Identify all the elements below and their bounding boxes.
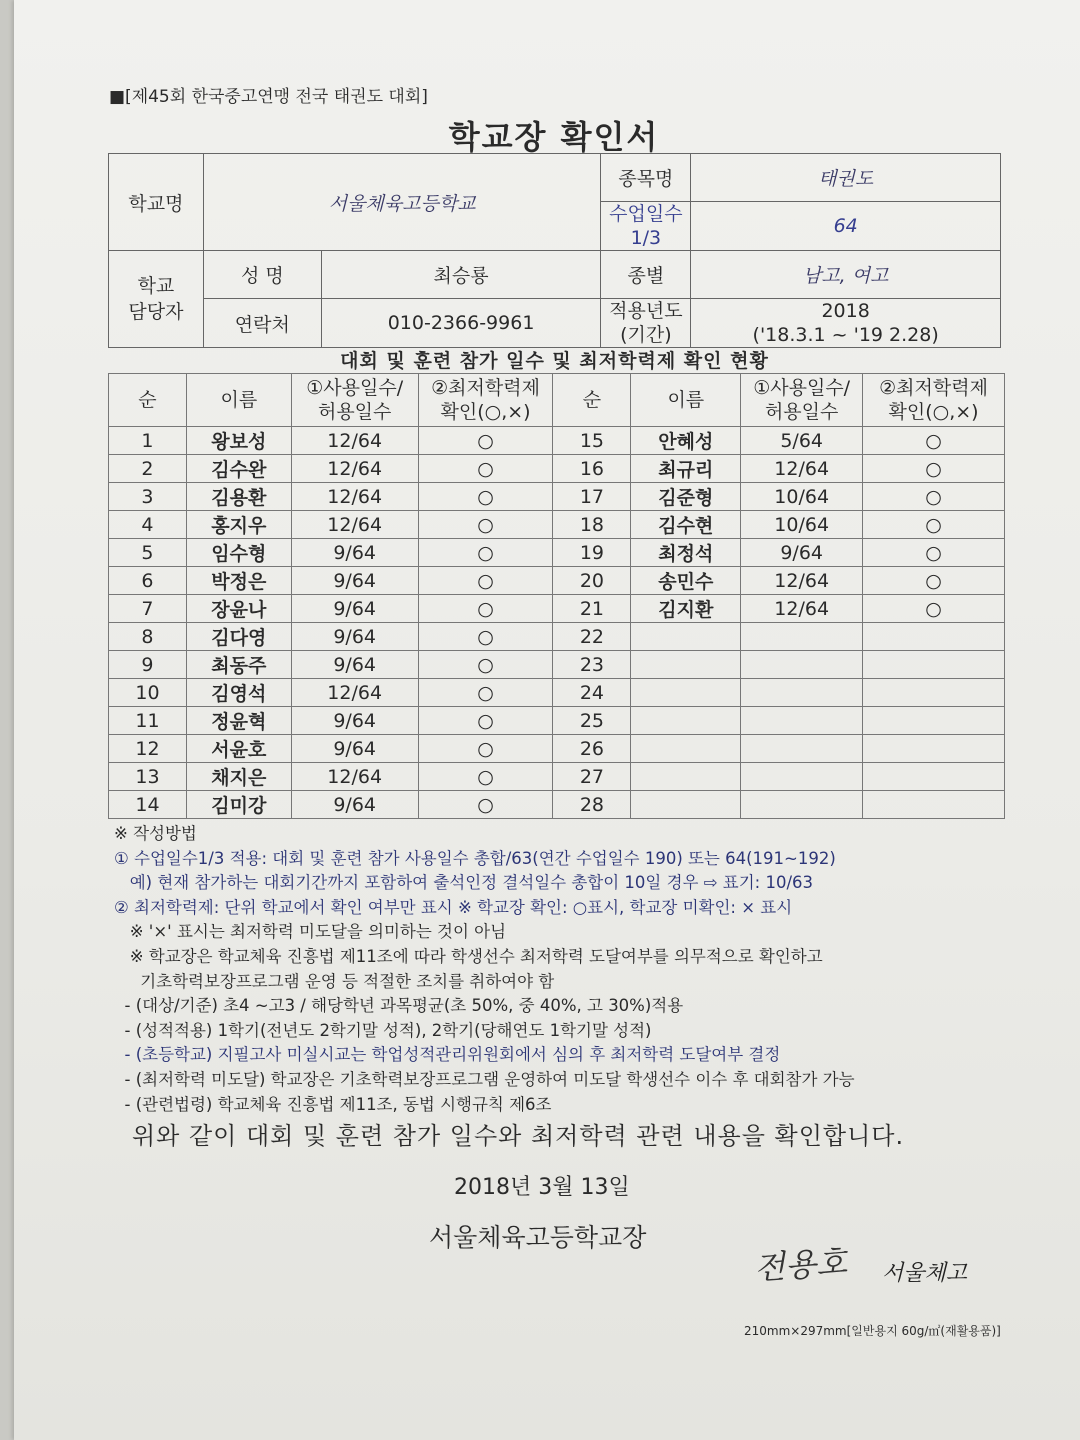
row-name: 송민수 bbox=[631, 567, 741, 595]
class-days-label bbox=[601, 202, 691, 251]
section-title: 대회 및 훈련 참가 일수 및 최저학력제 확인 현황 bbox=[340, 350, 769, 372]
row-check: ○ bbox=[863, 595, 1005, 623]
note-line: ※ 작성방법 bbox=[114, 824, 197, 843]
row-days: 12/64 bbox=[291, 455, 418, 483]
header-days-right-1: ①사용일수/ bbox=[753, 377, 851, 399]
row-name: 채지은 bbox=[186, 763, 291, 791]
note-line: - (대상/기준) 초4 ~고3 / 해당학년 과목평균(초 50%, 중 40%, 고 30%)적용 bbox=[114, 996, 684, 1016]
row-no: 10 bbox=[109, 679, 187, 707]
class-days-label-1: 수업일수 bbox=[609, 203, 683, 225]
contact-label: 연락처 bbox=[203, 299, 321, 348]
manager-label-2: 담당자 bbox=[128, 301, 184, 323]
row-check: ○ bbox=[418, 539, 553, 567]
header-no: 순 bbox=[109, 374, 187, 427]
row-check: ○ bbox=[418, 511, 553, 539]
row-no: 11 bbox=[109, 707, 187, 735]
row-no: 22 bbox=[553, 623, 631, 651]
event-line: ■[제45회 한국중고연맹 전국 태권도 대회] bbox=[109, 87, 428, 107]
row-check: ○ bbox=[418, 623, 553, 651]
table-header-row bbox=[109, 374, 1005, 427]
row-name bbox=[631, 735, 741, 763]
row-check bbox=[863, 707, 1005, 735]
table-row bbox=[109, 735, 1005, 763]
row-name: 김영석 bbox=[186, 679, 291, 707]
school-name: 서울체육고등학교 bbox=[203, 154, 601, 251]
row-name bbox=[631, 707, 741, 735]
table-row bbox=[109, 483, 1005, 511]
confirmation-statement: 위와 같이 대회 및 훈련 참가 일수와 최저학력 관련 내용을 확인합니다. bbox=[132, 1122, 905, 1150]
table-row bbox=[109, 511, 1005, 539]
document-title: 학교장 확인서 bbox=[448, 118, 660, 156]
row-days: 9/64 bbox=[291, 567, 418, 595]
sport-label: 종목명 bbox=[601, 154, 691, 202]
row-days: 10/64 bbox=[741, 483, 863, 511]
principal-title: 서울체육고등학교장 bbox=[429, 1223, 647, 1252]
row-name: 최정석 bbox=[631, 539, 741, 567]
row-days: 12/64 bbox=[291, 483, 418, 511]
row-name bbox=[631, 623, 741, 651]
row-name: 김수현 bbox=[631, 511, 741, 539]
header-days-right bbox=[741, 374, 863, 427]
row-no: 9 bbox=[109, 651, 187, 679]
row-check: ○ bbox=[863, 539, 1005, 567]
table-row bbox=[109, 763, 1005, 791]
row-days: 12/64 bbox=[291, 763, 418, 791]
note-line: ※ '×' 표시는 최저학력 미도달을 의미하는 것이 아님 bbox=[114, 922, 507, 942]
row-name bbox=[631, 791, 741, 819]
row-check bbox=[863, 679, 1005, 707]
row-days: 9/64 bbox=[291, 707, 418, 735]
row-check: ○ bbox=[863, 511, 1005, 539]
row-no: 25 bbox=[553, 707, 631, 735]
name-value: 최승룡 bbox=[321, 251, 601, 299]
row-check bbox=[863, 623, 1005, 651]
row-no: 20 bbox=[553, 567, 631, 595]
row-name bbox=[631, 651, 741, 679]
header-check-right-1: ②최저학력제 bbox=[879, 377, 988, 399]
row-check bbox=[863, 791, 1005, 819]
class-days-value: 64 bbox=[691, 202, 1001, 251]
row-no: 14 bbox=[109, 791, 187, 819]
row-name: 임수형 bbox=[186, 539, 291, 567]
manager-label-1: 학교 bbox=[137, 275, 175, 297]
row-days: 12/64 bbox=[741, 455, 863, 483]
table-row bbox=[109, 707, 1005, 735]
row-no: 2 bbox=[109, 455, 187, 483]
header-check-1: ②최저학력제 bbox=[431, 377, 540, 399]
table-row bbox=[109, 651, 1005, 679]
table-row bbox=[109, 791, 1005, 819]
header-check-right bbox=[863, 374, 1005, 427]
year-label-2: (기간) bbox=[620, 324, 672, 346]
row-check: ○ bbox=[418, 791, 553, 819]
header-name: 이름 bbox=[186, 374, 291, 427]
paper-spec: 210mm×297mm[일반용지 60g/㎡(재활용품)] bbox=[744, 1324, 1001, 1338]
sport-value: 태권도 bbox=[691, 154, 1001, 202]
school-label: 학교명 bbox=[109, 154, 204, 251]
row-name: 김지환 bbox=[631, 595, 741, 623]
row-days: 12/64 bbox=[291, 679, 418, 707]
row-no: 8 bbox=[109, 623, 187, 651]
row-days bbox=[741, 763, 863, 791]
row-check: ○ bbox=[418, 427, 553, 455]
row-no: 6 bbox=[109, 567, 187, 595]
header-name-right: 이름 bbox=[631, 374, 741, 427]
contact-value: 010-2366-9961 bbox=[321, 299, 601, 348]
row-no: 12 bbox=[109, 735, 187, 763]
year-label-1: 적용년도 bbox=[609, 300, 683, 322]
note-line: - (최저학력 미도달) 학교장은 기초학력보장프로그램 운영하여 미도달 학생선수 이수 후 대회참가 가능 bbox=[114, 1069, 855, 1089]
row-check: ○ bbox=[863, 483, 1005, 511]
row-check: ○ bbox=[418, 567, 553, 595]
header-days-2: 허용일수 bbox=[317, 401, 392, 423]
row-days: 9/64 bbox=[291, 791, 418, 819]
row-no: 3 bbox=[109, 483, 187, 511]
row-days: 12/64 bbox=[291, 427, 418, 455]
row-no: 19 bbox=[553, 539, 631, 567]
row-no: 26 bbox=[553, 735, 631, 763]
row-check: ○ bbox=[863, 455, 1005, 483]
row-name: 정윤혁 bbox=[186, 707, 291, 735]
row-check bbox=[863, 651, 1005, 679]
row-days: 9/64 bbox=[741, 539, 863, 567]
year-period: ('18.3.1 ~ '19 2.28) bbox=[752, 324, 939, 346]
row-name bbox=[631, 763, 741, 791]
row-no: 27 bbox=[553, 763, 631, 791]
note-line: 기초학력보장프로그램 운영 등 적절한 조치를 취하여야 함 bbox=[114, 971, 555, 991]
row-no: 18 bbox=[553, 511, 631, 539]
row-name: 김준형 bbox=[631, 483, 741, 511]
table-row bbox=[109, 623, 1005, 651]
row-check: ○ bbox=[863, 567, 1005, 595]
row-no: 13 bbox=[109, 763, 187, 791]
header-no-right: 순 bbox=[553, 374, 631, 427]
row-name: 장윤나 bbox=[186, 595, 291, 623]
row-no: 24 bbox=[553, 679, 631, 707]
row-no: 4 bbox=[109, 511, 187, 539]
row-name: 최규리 bbox=[631, 455, 741, 483]
document-date: 2018년 3월 13일 bbox=[454, 1175, 630, 1200]
info-table bbox=[108, 153, 1001, 348]
row-no: 1 bbox=[109, 427, 187, 455]
row-name: 김용환 bbox=[186, 483, 291, 511]
row-days: 9/64 bbox=[291, 735, 418, 763]
row-days: 12/64 bbox=[741, 595, 863, 623]
row-check: ○ bbox=[418, 707, 553, 735]
type-label: 종별 bbox=[601, 251, 691, 299]
note-line: ※ 학교장은 학교체육 진흥법 제11조에 따라 학생선수 최저학력 도달여부를 의무적으로 확인하고 bbox=[114, 946, 823, 966]
header-days bbox=[291, 374, 418, 427]
participation-table bbox=[108, 373, 1005, 819]
row-days: 9/64 bbox=[291, 651, 418, 679]
header-check-right-2: 확인(○,×) bbox=[888, 401, 979, 423]
row-no: 21 bbox=[553, 595, 631, 623]
row-no: 17 bbox=[553, 483, 631, 511]
row-days bbox=[741, 735, 863, 763]
table-row bbox=[109, 455, 1005, 483]
row-days bbox=[741, 651, 863, 679]
name-label: 성 명 bbox=[203, 251, 321, 299]
row-days: 12/64 bbox=[741, 567, 863, 595]
row-check: ○ bbox=[418, 483, 553, 511]
year-value: 2018 bbox=[821, 300, 870, 322]
row-check: ○ bbox=[863, 427, 1005, 455]
year-label bbox=[601, 299, 691, 348]
row-days: 10/64 bbox=[741, 511, 863, 539]
header-check-2: 확인(○,×) bbox=[440, 401, 531, 423]
row-name: 박정은 bbox=[186, 567, 291, 595]
row-no: 15 bbox=[553, 427, 631, 455]
note-line: - (초등학교) 지필고사 미실시교는 학업성적관리위원회에서 심의 후 최저학력 도달여부 결정 bbox=[114, 1045, 781, 1065]
row-name: 서윤호 bbox=[186, 735, 291, 763]
note-line: ② 최저학력제: 단위 학교에서 확인 여부만 표시 ※ 학교장 확인: ○표시, 학교장 미확인: × 표시 bbox=[114, 897, 793, 917]
row-name bbox=[631, 679, 741, 707]
row-days bbox=[741, 791, 863, 819]
year-value-cell bbox=[691, 299, 1001, 348]
note-line: ① 수업일수1/3 적용: 대회 및 훈련 참가 사용일수 총합/63(연간 수업일수 190) 또는 64(191~192) bbox=[114, 848, 836, 868]
row-no: 7 bbox=[109, 595, 187, 623]
type-value: 남고, 여고 bbox=[691, 251, 1001, 299]
row-name: 김다영 bbox=[186, 623, 291, 651]
document-paper bbox=[14, 0, 1080, 1440]
row-days: 9/64 bbox=[291, 623, 418, 651]
principal-signature: 전용호 bbox=[752, 1242, 849, 1288]
row-check: ○ bbox=[418, 595, 553, 623]
row-check bbox=[863, 763, 1005, 791]
row-check bbox=[863, 735, 1005, 763]
note-line: 예) 현재 참가하는 대회기간까지 포함하여 출석인정 결석일수 총합이 10일 경우 ⇨ 표기: 10/63 bbox=[114, 873, 814, 893]
row-no: 16 bbox=[553, 455, 631, 483]
row-check: ○ bbox=[418, 679, 553, 707]
row-days: 9/64 bbox=[291, 595, 418, 623]
row-no: 23 bbox=[553, 651, 631, 679]
writing-instructions bbox=[114, 822, 1014, 1117]
header-days-right-2: 허용일수 bbox=[764, 401, 839, 423]
row-name: 왕보성 bbox=[186, 427, 291, 455]
row-check: ○ bbox=[418, 763, 553, 791]
row-name: 홍지우 bbox=[186, 511, 291, 539]
row-check: ○ bbox=[418, 735, 553, 763]
row-check: ○ bbox=[418, 651, 553, 679]
row-days bbox=[741, 679, 863, 707]
row-name: 김미강 bbox=[186, 791, 291, 819]
table-row bbox=[109, 595, 1005, 623]
row-name: 최동주 bbox=[186, 651, 291, 679]
row-check: ○ bbox=[418, 455, 553, 483]
row-no: 28 bbox=[553, 791, 631, 819]
row-name: 김수완 bbox=[186, 455, 291, 483]
table-row bbox=[109, 567, 1005, 595]
class-days-label-2: 1/3 bbox=[630, 227, 662, 249]
row-days: 5/64 bbox=[741, 427, 863, 455]
note-line: - (성적적용) 1학기(전년도 2학기말 성적), 2학기(당해연도 1학기말 성적) bbox=[114, 1020, 652, 1040]
header-check bbox=[418, 374, 553, 427]
row-days: 12/64 bbox=[291, 511, 418, 539]
header-days-1: ①사용일수/ bbox=[306, 377, 404, 399]
row-days: 9/64 bbox=[291, 539, 418, 567]
table-row bbox=[109, 427, 1005, 455]
official-stamp: 서울체고 bbox=[882, 1261, 968, 1286]
row-days bbox=[741, 623, 863, 651]
row-name: 안혜성 bbox=[631, 427, 741, 455]
note-line: - (관련법령) 학교체육 진흥법 제11조, 동법 시행규칙 제6조 bbox=[114, 1094, 552, 1114]
table-row bbox=[109, 539, 1005, 567]
table-row bbox=[109, 679, 1005, 707]
row-no: 5 bbox=[109, 539, 187, 567]
manager-label bbox=[109, 251, 204, 348]
row-days bbox=[741, 707, 863, 735]
